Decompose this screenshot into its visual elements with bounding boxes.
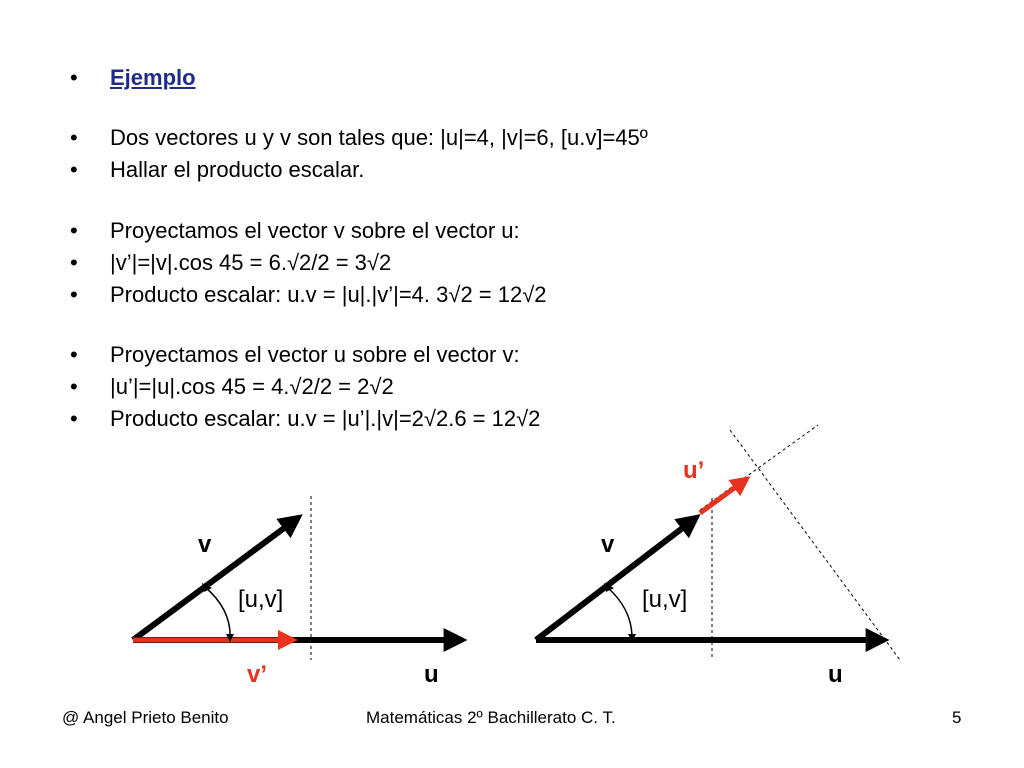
- label-u: u: [828, 661, 843, 688]
- label-u-prime: u’: [683, 457, 705, 484]
- angle-arc: [205, 587, 230, 640]
- diagram-right: [536, 425, 900, 688]
- angle-arc: [607, 587, 632, 640]
- diagram-left: [133, 496, 458, 688]
- bullet-text: |v’|=|v|.cos 45 = 6.√2/2 = 3√2: [110, 250, 392, 275]
- bullet-text: Proyectamos el vector v sobre el vector u:: [110, 218, 520, 243]
- projection-u-prime-arrow: [700, 481, 744, 513]
- bullet-dot: •: [70, 406, 78, 431]
- vector-v-arrow: [133, 520, 295, 640]
- bullet-text: Proyectamos el vector u sobre el vector v:: [110, 342, 520, 367]
- bullet-dot: •: [70, 250, 78, 275]
- vector-v-arrow: [536, 520, 693, 640]
- bullet-dot: •: [70, 218, 78, 243]
- label-angle: [u,v]: [642, 586, 688, 613]
- label-v-prime: v’: [247, 661, 268, 688]
- label-v: v: [601, 531, 615, 558]
- bullet-text: Dos vectores u y v son tales que: |u|=4, |v|=6, [u.v]=45º: [110, 125, 648, 150]
- bullet-dot: •: [70, 65, 78, 90]
- bullet-text: |u’|=|u|.cos 45 = 4.√2/2 = 2√2: [110, 374, 394, 399]
- projection-guide-line: [730, 430, 900, 660]
- footer-author: @ Angel Prieto Benito: [62, 708, 229, 727]
- slide-heading: Ejemplo: [110, 65, 196, 90]
- bullet-text: Producto escalar: u.v = |u|.|v’|=4. 3√2 = 12√2: [110, 282, 547, 307]
- footer-page-number: 5: [952, 708, 962, 727]
- bullet-dot: •: [70, 342, 78, 367]
- bullet-text: Hallar el producto escalar.: [110, 157, 365, 182]
- label-angle: [u,v]: [238, 586, 284, 613]
- label-v: v: [198, 531, 212, 558]
- footer-course: Matemáticas 2º Bachillerato C. T.: [366, 708, 616, 727]
- bullet-dot: •: [70, 125, 78, 150]
- label-u: u: [424, 661, 439, 688]
- bullet-dot: •: [70, 282, 78, 307]
- bullet-dot: •: [70, 157, 78, 182]
- bullet-text: Producto escalar: u.v = |u’|.|v|=2√2.6 = 12√2: [110, 406, 541, 431]
- bullet-dot: •: [70, 374, 78, 399]
